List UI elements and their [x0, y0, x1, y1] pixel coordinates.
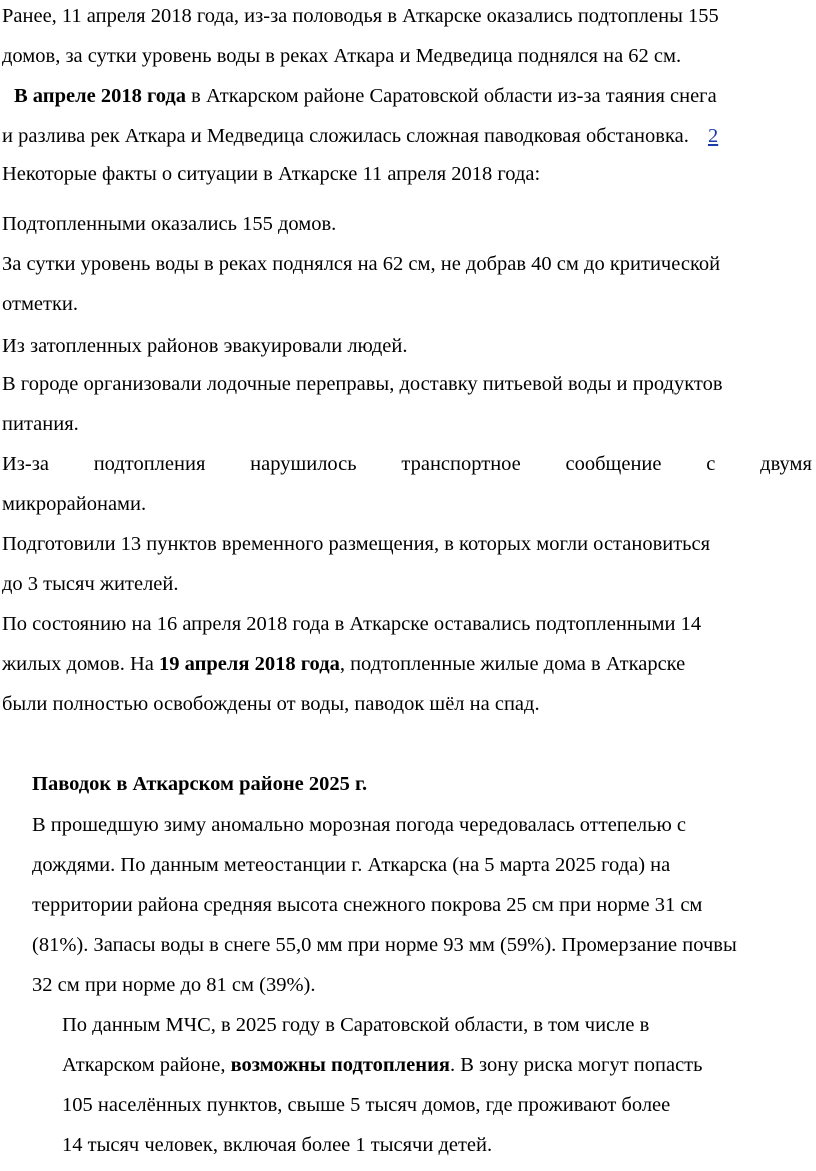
mchs-line-2-post: . В зону риска могут попасть	[450, 1054, 703, 1076]
april-paragraph-line-1-rest: в Аткарском районе Саратовской области из-за таяния снега	[186, 85, 717, 107]
mchs-line-1: По данным МЧС, в 2025 году в Саратовской области, в том числе в	[62, 1014, 650, 1036]
fact-5-word: нарушилось	[250, 453, 357, 475]
fact-4-line-2: питания.	[2, 413, 79, 435]
fact-5-word: двумя	[760, 453, 812, 475]
winter-line-1: В прошедшую зиму аномально морозная погода чередовалась оттепелью с	[32, 814, 686, 836]
april-paragraph-line-1	[14, 84, 717, 109]
facts-intro: Некоторые факты о ситуации в Аткарске 11 апреля 2018 года:	[2, 163, 541, 185]
fact-7-line-3: были полностью освобождены от воды, паводок шёл на спад.	[2, 693, 540, 715]
winter-line-4: (81%). Запасы воды в снеге 55,0 мм при норме 93 мм (59%). Промерзание почвы	[32, 934, 737, 956]
fact-6-line-1: Подготовили 13 пунктов временного размещения, в которых могли остановиться	[2, 533, 711, 555]
april-paragraph-line-2	[2, 124, 718, 149]
fact-5-word: подтопления	[93, 453, 206, 475]
mchs-line-2	[62, 1053, 702, 1078]
fact-5-word: сообщение	[565, 453, 662, 475]
fact-5-word: с	[706, 453, 716, 475]
fact-4-line-1: В городе организовали лодочные переправы, доставку питьевой воды и продуктов	[2, 373, 723, 395]
flooding-possible-bold: возможны подтопления	[230, 1054, 450, 1076]
april-2018-bold: В апреле 2018 года	[14, 85, 187, 107]
mchs-line-4: 14 тысяч человек, включая более 1 тысячи детей.	[62, 1134, 493, 1156]
fact-1: Подтопленными оказались 155 домов.	[2, 213, 337, 235]
fact-7-line-1: По состоянию на 16 апреля 2018 года в Аткарске оставались подтопленными 14	[2, 613, 702, 635]
fact-5-word: транспортное	[401, 453, 521, 475]
april-paragraph-line-2-text: и разлива рек Аткара и Медведица сложилась сложная паводковая обстановка.	[2, 125, 689, 147]
winter-line-5: 32 см при норме до 81 см (39%).	[32, 974, 316, 996]
winter-line-2: дождями. По данным метеостанции г. Аткарска (на 5 марта 2025 года) на	[32, 854, 671, 876]
winter-line-3: территории района средняя высота снежного покрова 25 см при норме 31 см	[32, 894, 703, 916]
fact-5-line-1	[2, 452, 812, 477]
fact-2-line-1: За сутки уровень воды в реках поднялся на 62 см, не добрав 40 см до критической	[2, 253, 721, 275]
intro-line-2: домов, за сутки уровень воды в реках Аткара и Медведица поднялся на 62 см.	[2, 45, 682, 67]
fact-6-line-2: до 3 тысяч жителей.	[2, 573, 179, 595]
mchs-line-3: 105 населённых пунктов, свыше 5 тысяч домов, где проживают более	[62, 1094, 671, 1116]
fact-3: Из затопленных районов эвакуировали людей.	[2, 335, 408, 357]
footnote-link-2[interactable]: 2	[707, 125, 719, 147]
intro-line-1: Ранее, 11 апреля 2018 года, из-за половодья в Аткарске оказались подтоплены 155	[2, 5, 719, 27]
fact-7-line-2	[2, 652, 685, 677]
fact-5-word: Из-за	[2, 453, 49, 475]
mchs-line-2-pre: Аткарском районе,	[62, 1054, 231, 1076]
fact-7-line-2-pre: жилых домов. На	[2, 653, 159, 675]
april-19-bold: 19 апреля 2018 года	[158, 653, 340, 675]
fact-7-line-2-post: , подтопленные жилые дома в Аткарске	[339, 653, 686, 675]
section-heading-2025: Паводок в Аткарском районе 2025 г.	[32, 773, 368, 795]
fact-2-line-2: отметки.	[2, 293, 79, 315]
fact-5-line-2: микрорайонами.	[2, 493, 147, 515]
